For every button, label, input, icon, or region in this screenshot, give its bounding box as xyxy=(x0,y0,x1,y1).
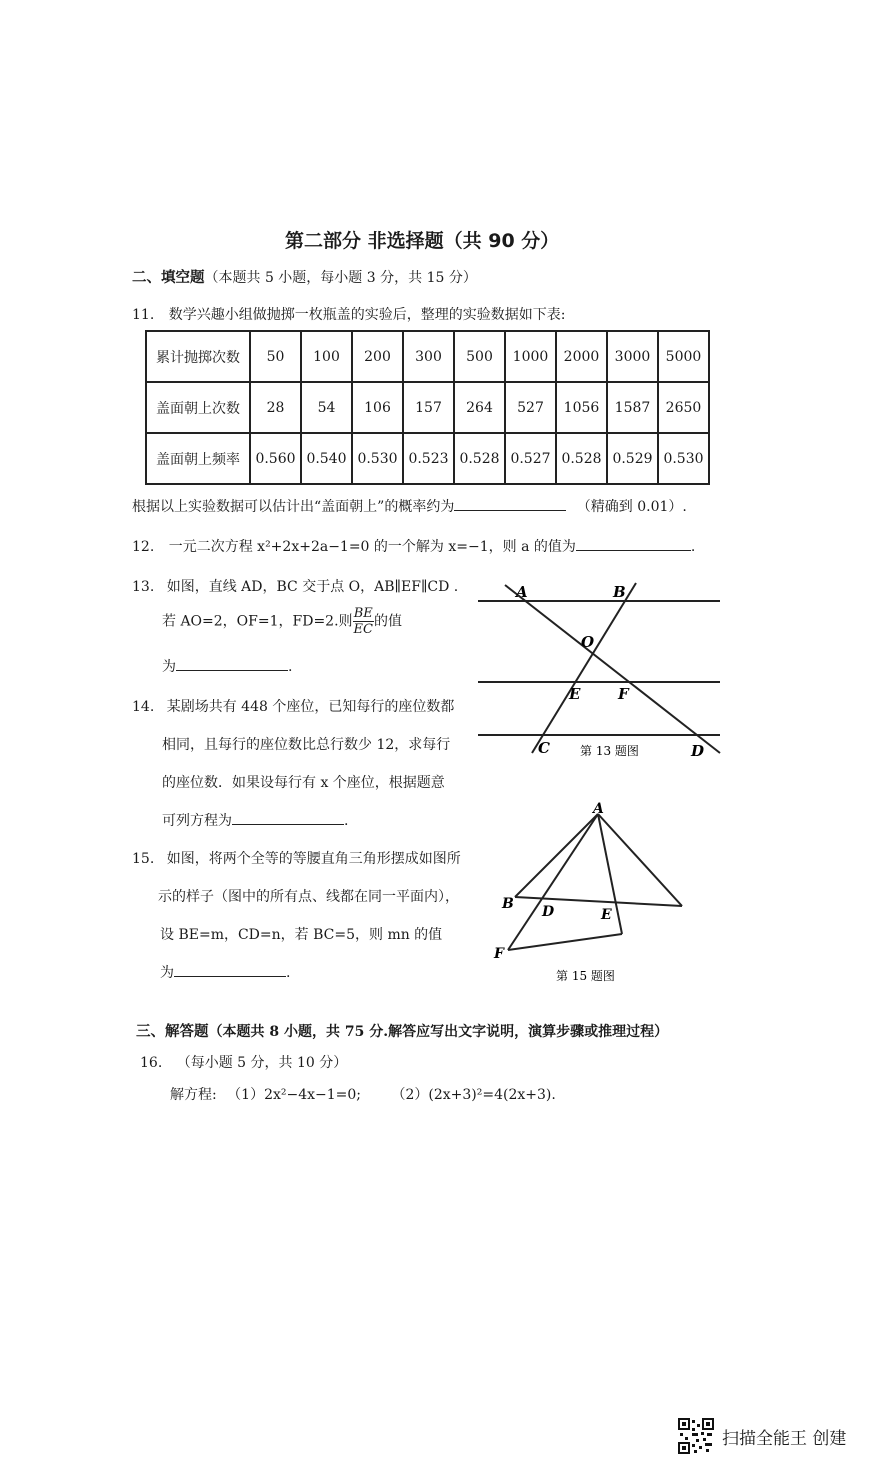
q14-line2: 相同，且每行的座位数比总行数少 12，求每行 xyxy=(162,737,451,753)
q14-text-1: 某剧场共有 448 个座位，已知每行的座位数都 xyxy=(166,699,455,715)
table-cell: 0.527 xyxy=(505,433,556,484)
q16-equations xyxy=(170,1084,556,1104)
q12-answer-blank[interactable] xyxy=(576,536,691,551)
q11-stem xyxy=(132,304,565,324)
q14-line1 xyxy=(132,696,454,716)
q13-line3 xyxy=(162,656,292,676)
table-cell: 106 xyxy=(352,382,403,433)
q14-line3: 的座位数．如果设每行有 x 个座位，根据题意 xyxy=(162,775,445,791)
label-d: D xyxy=(542,904,555,920)
q13-figure xyxy=(470,575,730,765)
table-cell: 28 xyxy=(250,382,301,433)
table-cell: 0.523 xyxy=(403,433,454,484)
table-cell: 157 xyxy=(403,382,454,433)
table-cell: 1056 xyxy=(556,382,607,433)
table-cell: 527 xyxy=(505,382,556,433)
q15-tail: . xyxy=(286,965,291,981)
section-2-heading xyxy=(132,266,477,287)
label-b: B xyxy=(502,896,514,912)
q13-text-3: 的值 xyxy=(373,613,402,630)
segment-af xyxy=(508,814,598,950)
label-f: F xyxy=(494,946,504,962)
q13-text-2: 若 AO=2，OF=1，FD=2.则 xyxy=(162,613,353,630)
table-cell: 300 xyxy=(403,331,454,382)
q16-part-2: （2）(2x+3)²=4(2x+3). xyxy=(391,1087,556,1103)
q11-answer-blank[interactable] xyxy=(454,496,566,511)
segment-ac xyxy=(598,814,682,906)
q12-tail: . xyxy=(690,539,696,555)
table-cell: 0.528 xyxy=(556,433,607,484)
table-cell: 0.530 xyxy=(352,433,403,484)
table-cell: 2000 xyxy=(556,331,607,382)
label-o: O xyxy=(581,633,595,651)
table-cell: 0.530 xyxy=(658,433,709,484)
table-cell: 54 xyxy=(301,382,352,433)
q13-text-1: 如图，直线 AD，BC 交于点 O，AB∥EF∥CD . xyxy=(166,579,459,595)
q12-text: 一元二次方程 x²+2x+2a−1=0 的一个解为 x=−1，则 a 的值为 xyxy=(168,539,576,555)
table-cell: 3000 xyxy=(607,331,658,382)
q11-after-text: 根据以上实验数据可以估计出“盖面朝上”的概率约为 xyxy=(132,499,455,515)
line-bc xyxy=(532,583,636,753)
row-label: 盖面朝上次数 xyxy=(146,382,250,433)
q13-caption: 第 13 题图 xyxy=(580,744,639,758)
segment-fg xyxy=(508,934,622,950)
label-d: D xyxy=(691,742,705,760)
q15-line3: 设 BE=m，CD=n，若 BC=5，则 mn 的值 xyxy=(160,927,443,943)
q12 xyxy=(132,536,695,556)
q15-line1 xyxy=(132,848,461,868)
table-cell: 100 xyxy=(301,331,352,382)
q11-data-table xyxy=(145,330,710,485)
table-row xyxy=(146,433,709,484)
q13-number: 13. xyxy=(132,579,155,595)
q14-text-4: 可列方程为 xyxy=(162,813,232,829)
q13-fraction xyxy=(353,606,374,637)
label-e: E xyxy=(601,907,612,923)
table-cell: 200 xyxy=(352,331,403,382)
table-row xyxy=(146,331,709,382)
table-cell: 500 xyxy=(454,331,505,382)
q16-part-1: （1）2x²−4x−1=0; xyxy=(227,1087,362,1103)
q11-answer-line xyxy=(132,496,687,516)
label-c: C xyxy=(538,739,550,757)
label-a: A xyxy=(516,583,528,601)
q13-tail: . xyxy=(288,659,293,675)
row-label: 盖面朝上频率 xyxy=(146,433,250,484)
q11-number: 11. xyxy=(132,307,155,323)
table-cell: 2650 xyxy=(658,382,709,433)
table-cell: 1587 xyxy=(607,382,658,433)
q16-score: （每小题 5 分，共 10 分） xyxy=(176,1055,348,1071)
fraction-numerator: BE xyxy=(353,606,373,621)
section-2-note: （本题共 5 小题，每小题 3 分，共 15 分） xyxy=(204,270,477,286)
page-title: 第二部分 非选择题（共 90 分） xyxy=(285,230,560,252)
label-e: E xyxy=(569,685,581,703)
section-3-heading xyxy=(136,1020,668,1041)
table-cell: 1000 xyxy=(505,331,556,382)
q15-text-4: 为 xyxy=(160,965,174,981)
line-ad xyxy=(505,585,720,753)
segment-ab xyxy=(515,814,598,897)
q16-instruction: 解方程: xyxy=(170,1087,217,1103)
label-b: B xyxy=(613,583,626,601)
q15-number: 15. xyxy=(132,851,155,867)
table-row xyxy=(146,382,709,433)
scanner-watermark: 扫描全能王 创建 xyxy=(722,1429,847,1449)
label-a: A xyxy=(593,801,604,817)
q16-header xyxy=(140,1052,347,1072)
row-label: 累计抛掷次数 xyxy=(146,331,250,382)
q15-figure xyxy=(490,800,690,990)
q15-caption: 第 15 题图 xyxy=(556,969,615,983)
qr-code-icon xyxy=(678,1418,714,1454)
table-cell: 5000 xyxy=(658,331,709,382)
table-cell: 264 xyxy=(454,382,505,433)
table-cell: 0.528 xyxy=(454,433,505,484)
q14-tail: . xyxy=(344,813,349,829)
table-cell: 0.540 xyxy=(301,433,352,484)
q14-line4 xyxy=(162,810,348,830)
q15-line2: 示的样子（图中的所有点、线都在同一平面内）， xyxy=(158,889,459,905)
q11-text: 数学兴趣小组做抛掷一枚瓶盖的实验后，整理的实验数据如下表: xyxy=(168,307,566,323)
q13-line1 xyxy=(132,576,458,596)
q16-number: 16. xyxy=(140,1055,163,1071)
q14-answer-blank[interactable] xyxy=(232,810,344,825)
section-3-title: 三、解答题 xyxy=(136,1024,209,1040)
label-f: F xyxy=(618,685,629,703)
q15-answer-blank[interactable] xyxy=(174,962,286,977)
q13-line2 xyxy=(162,606,402,637)
q14-number: 14. xyxy=(132,699,155,715)
q12-number: 12. xyxy=(132,539,155,555)
table-cell: 0.560 xyxy=(250,433,301,484)
section-3-note: （本题共 8 小题，共 75 分.解答应写出文字说明，演算步骤或推理过程） xyxy=(208,1024,669,1040)
q11-precision-note: （精确到 0.01）. xyxy=(576,499,687,515)
table-cell: 50 xyxy=(250,331,301,382)
q15-text-1: 如图，将两个全等的等腰直角三角形摆成如图所 xyxy=(166,851,461,867)
q13-text-4: 为 xyxy=(162,659,176,675)
q15-line4 xyxy=(160,962,290,982)
table-cell: 0.529 xyxy=(607,433,658,484)
q13-answer-blank[interactable] xyxy=(176,656,288,671)
section-2-title: 二、填空题 xyxy=(132,270,205,286)
fraction-denominator: EC xyxy=(353,622,373,637)
